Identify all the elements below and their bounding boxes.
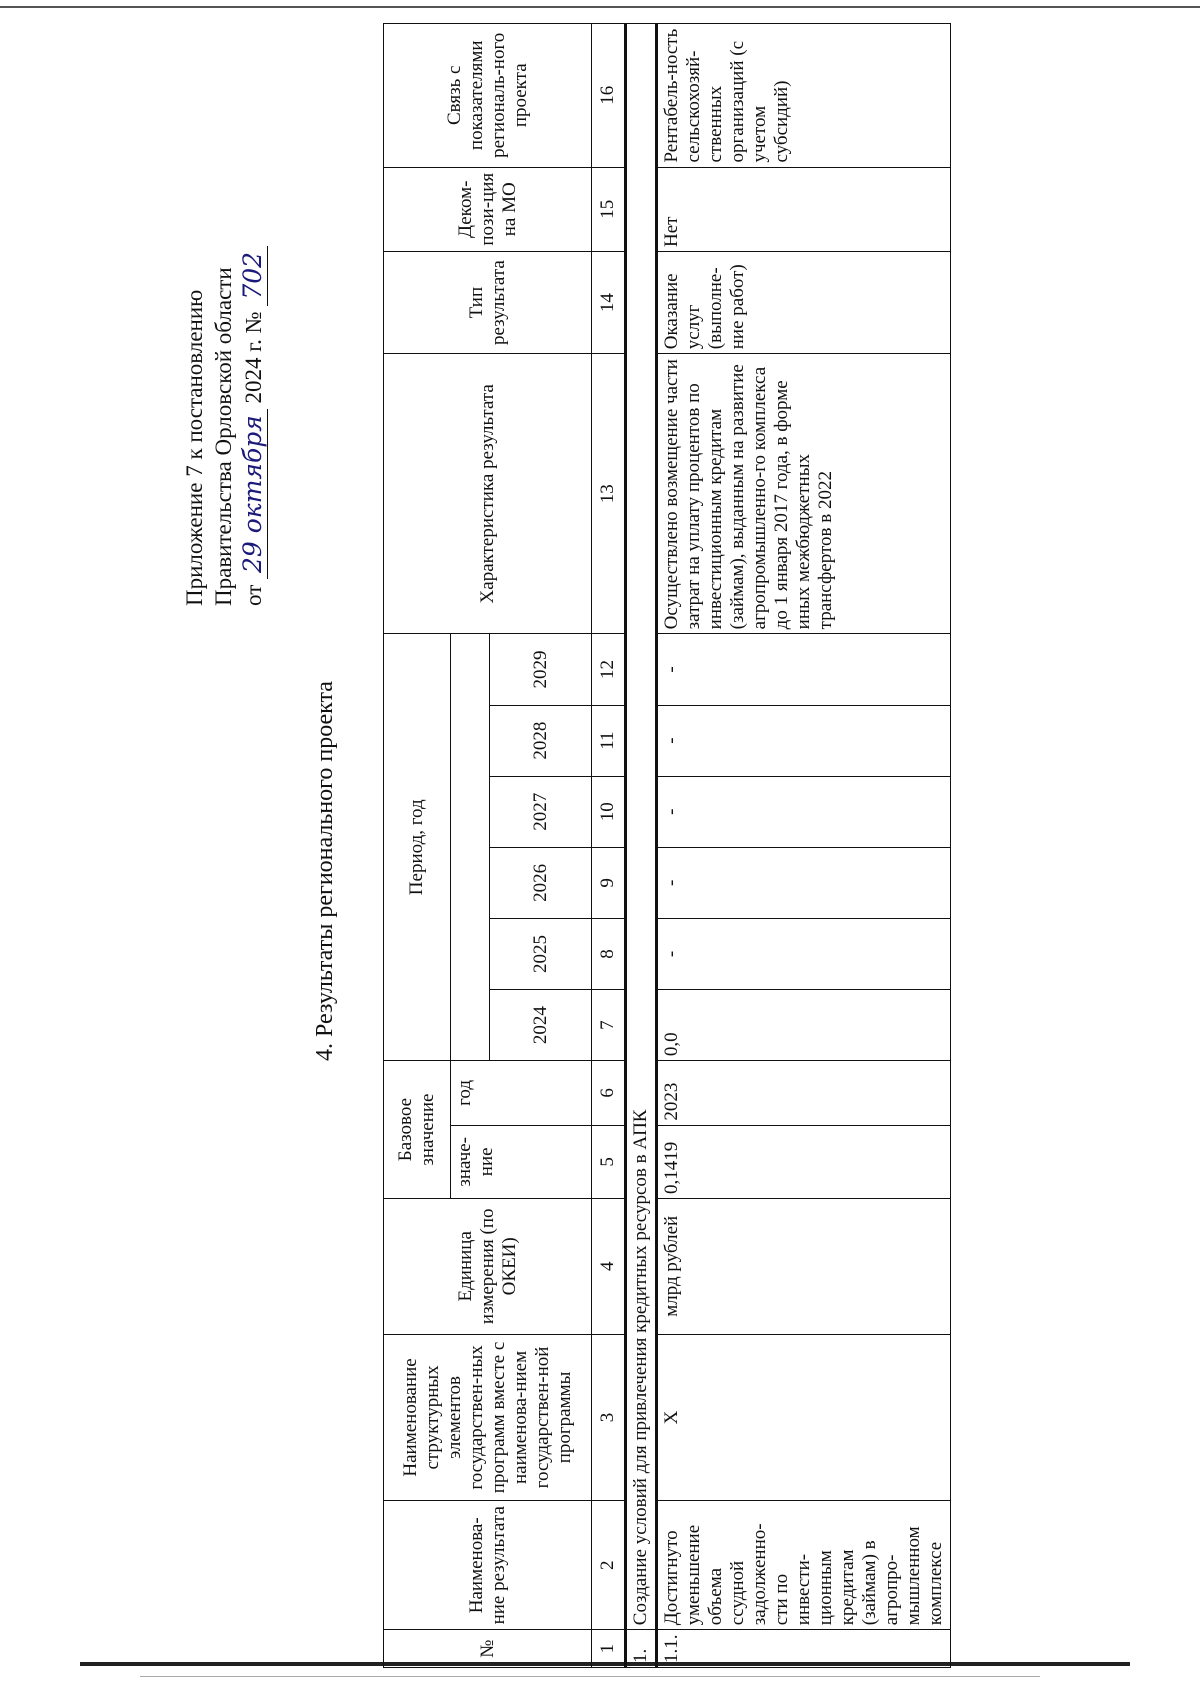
row-unit: млрд рублей	[657, 1198, 951, 1334]
header-base-value: Базовое значение	[384, 1061, 451, 1199]
header-decomposition: Деком-пози-ция на МО	[384, 167, 592, 251]
approval-line-1: Приложение 7 к постановлению	[182, 289, 207, 606]
col-num: 13	[592, 354, 626, 634]
row-decomposition: Нет	[657, 167, 951, 251]
row-type: Оказание услуг (выполне-ние работ)	[657, 251, 951, 353]
approval-from: от	[241, 584, 266, 606]
col-num: 11	[592, 705, 626, 776]
row-characteristic: Осуществлено возмещение части затрат на уплату процентов по инвестиционным кредитам (займам), выданным на развитие агропромышленно-го комплекса до 1 января 2017 года, в форме иных межбюджетных трансфертов в 2022	[657, 354, 951, 634]
header-year-2029: 2029	[490, 634, 592, 705]
section-row	[626, 24, 657, 1668]
row-no: 1.1.	[657, 1630, 951, 1668]
header-structural-elements: Наименование структурных элементов государствен-ных программ вместе с наименова-нием государствен-ной программы	[384, 1334, 592, 1501]
results-table	[383, 23, 951, 1668]
col-num: 5	[592, 1125, 626, 1198]
section-number: 1.	[626, 1630, 657, 1668]
row-link: Рентабель-ность сельскохозяй-ственных организаций (с учетом субсидий)	[657, 24, 951, 168]
row-value-2029: -	[657, 634, 951, 705]
row-base-value: 0,1419	[657, 1125, 951, 1198]
approval-block	[180, 86, 268, 606]
col-num: 12	[592, 634, 626, 705]
approval-line-3	[238, 86, 268, 606]
header-link: Связь с показателями региональ-ного проекта	[384, 24, 592, 168]
header-base-year: год	[451, 1061, 592, 1125]
header-year-2027: 2027	[490, 776, 592, 847]
row-value-2025: -	[657, 918, 951, 989]
col-num: 1	[592, 1630, 626, 1668]
col-num: 8	[592, 918, 626, 989]
col-num: 15	[592, 167, 626, 251]
handwritten-date: 29 октября	[238, 409, 268, 579]
col-num: 6	[592, 1061, 626, 1125]
header-type: Тип результата	[384, 251, 592, 353]
header-year-2024: 2024	[490, 990, 592, 1061]
header-characteristic: Характеристика результата	[384, 354, 592, 634]
row-value-2026: -	[657, 847, 951, 918]
row-result-name: Достигнуто уменьшение объема ссудной задолженно-сти по инвести-ционным кредитам (займам) в агропро-мышленном комплексе	[657, 1501, 951, 1630]
row-value-2024: 0,0	[657, 990, 951, 1061]
col-num: 9	[592, 847, 626, 918]
row-structural: Х	[657, 1334, 951, 1501]
header-result-name: Наименова-ние результата	[384, 1501, 592, 1630]
header-base-val: значе-ние	[451, 1125, 592, 1198]
section-title: 4. Результаты регионального проекта	[312, 681, 338, 1061]
results-table-wrap	[383, 23, 951, 1668]
col-num: 16	[592, 24, 626, 168]
col-num: 2	[592, 1501, 626, 1630]
handwritten-number: 702	[238, 246, 268, 306]
col-num: 3	[592, 1334, 626, 1501]
column-number-row	[592, 24, 626, 1668]
row-value-2027: -	[657, 776, 951, 847]
header-year-2026: 2026	[490, 847, 592, 918]
header-no: №	[384, 1630, 592, 1668]
row-value-2028: -	[657, 705, 951, 776]
section-title-cell: Создание условий для привлечения кредитных ресурсов в АПК	[626, 24, 657, 1630]
col-num: 14	[592, 251, 626, 353]
header-unit: Единица измерения (по ОКЕИ)	[384, 1198, 592, 1334]
header-period: Период, год	[384, 634, 451, 1061]
row-base-year: 2023	[657, 1061, 951, 1125]
col-num: 7	[592, 990, 626, 1061]
col-num: 10	[592, 776, 626, 847]
header-period-spacer	[451, 634, 490, 1061]
approval-line-2: Правительства Орловской области	[211, 267, 236, 606]
header-year-2025: 2025	[490, 918, 592, 989]
approval-year: 2024 г. №	[241, 311, 266, 404]
col-num: 4	[592, 1198, 626, 1334]
table-row	[657, 24, 951, 1668]
header-year-2028: 2028	[490, 705, 592, 776]
